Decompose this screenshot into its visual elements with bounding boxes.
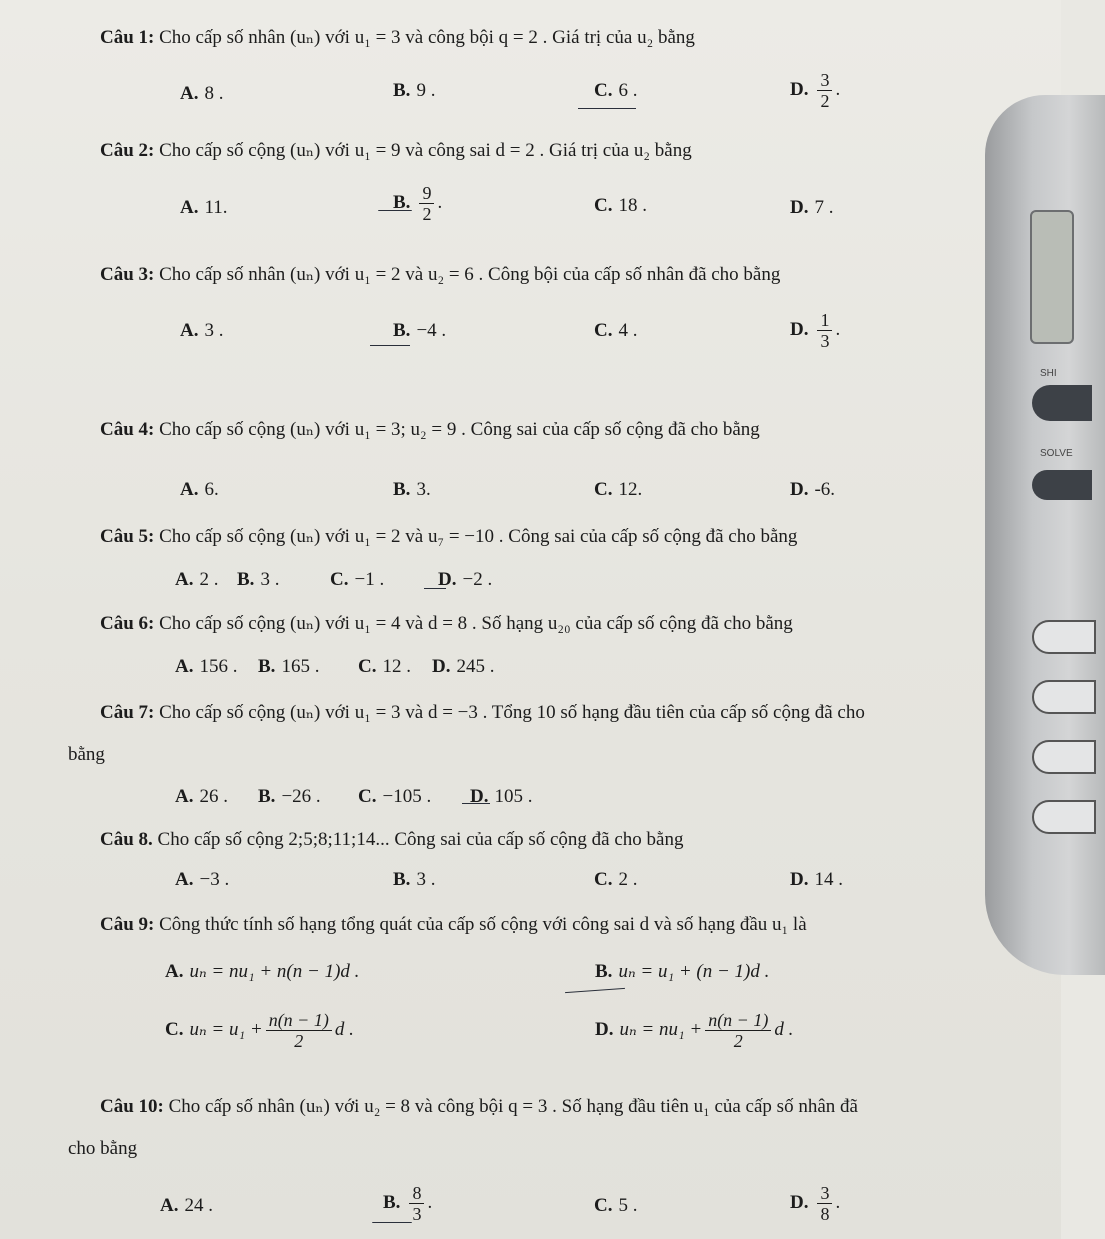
option-b: B. 3 . (393, 869, 436, 890)
question-7: Câu 7: Cho cấp số cộng (uₙ) với u₁ = 3 và d = −3 . Tổng 10 số hạng đầu tiên của cấp số cộng đã cho (100, 702, 865, 723)
calculator-key[interactable] (1032, 740, 1096, 774)
option-c: C. 6 . (594, 80, 638, 101)
question-9: Câu 9: Công thức tính số hạng tổng quát của cấp số cộng với công sai d và số hạng đầu u₁ là (100, 914, 807, 935)
question-10: Câu 10: Cho cấp số nhân (uₙ) với u₂ = 8 và công bội q = 3 . Số hạng đầu tiên u₁ của cấp số nhân đã (100, 1096, 858, 1117)
option-b: B. 165 . (258, 656, 320, 677)
option-a: A. 156 . (175, 656, 238, 677)
pen-mark (578, 108, 636, 109)
question-1 (100, 26, 695, 50)
option-c: C. −105 . (358, 786, 432, 807)
pen-mark (462, 803, 490, 804)
calculator-key[interactable] (1032, 620, 1096, 654)
option-c: C. −1 . (330, 569, 385, 590)
pen-mark (370, 345, 410, 346)
option-d: D. $\frac{3}{8}$ . (790, 1183, 841, 1224)
option-d: D. $\frac{3}{2}$ . (790, 70, 841, 111)
question-5: Câu 5: Cho cấp số cộng (uₙ) với u₁ = 2 và u₇ = −10 . Công sai của cấp số cộng đã cho bằng (100, 526, 798, 547)
option-d: D. uₙ = nu₁ + $\frac{n(n - 1)}{2}$ d . (595, 1010, 794, 1051)
option-a: A. 2 . (175, 569, 219, 590)
option-d: D. 14 . (790, 869, 843, 890)
option-d: D. -6. (790, 479, 836, 500)
question-4: Câu 4: Cho cấp số cộng (uₙ) với u₁ = 3; u₂ = 9 . Công sai của cấp số cộng đã cho bằng (100, 419, 760, 440)
question-8: Câu 8. Cho cấp số cộng 2;5;8;11;14... Công sai của cấp số cộng đã cho bằng (100, 829, 684, 850)
option-b: B. $\frac{9}{2}$ . (393, 183, 443, 224)
option-c: C. 5 . (594, 1195, 638, 1216)
option-d: D. 245 . (432, 656, 495, 677)
option-a: A. −3 . (175, 869, 230, 890)
option-a: A. 8 . (180, 83, 224, 104)
option-b: B. $\frac{8}{3}$ . (383, 1183, 433, 1224)
question-text: Cho cấp số nhân (uₙ) với u₁ = 3 và công bội q = 2 . Giá trị của u₂ bằng (159, 27, 695, 48)
question-3: Câu 3: Cho cấp số nhân (uₙ) với u₁ = 2 và u₂ = 6 . Công bội của cấp số nhân đã cho bằng (100, 264, 781, 285)
option-c: C. 12 . (358, 656, 411, 677)
pen-mark (378, 210, 412, 211)
question-6: Câu 6: Cho cấp số cộng (uₙ) với u₁ = 4 và d = 8 . Số hạng u₂₀ của cấp số cộng đã cho bằng (100, 613, 793, 634)
calculator-key[interactable] (1032, 470, 1092, 500)
option-b: B. uₙ = u₁ + (n − 1)d . (595, 961, 770, 982)
calculator-shift-key[interactable] (1032, 385, 1092, 421)
option-d: D. 7 . (790, 197, 834, 218)
question-label: Câu 1: (100, 27, 155, 48)
question-10-continuation: cho bằng (68, 1138, 138, 1159)
option-c: C. uₙ = u₁ + $\frac{n(n - 1)}{2}$ d . (165, 1010, 354, 1051)
calculator-brand: SHI (1040, 368, 1057, 379)
option-d: D. $\frac{1}{3}$ . (790, 310, 841, 351)
option-b: B. 3 . (237, 569, 280, 590)
option-a: A. 6. (180, 479, 219, 500)
option-d: D. 105 . (470, 786, 533, 807)
option-c: C. 12. (594, 479, 643, 500)
calculator-key[interactable] (1032, 680, 1096, 714)
question-2: Câu 2: Cho cấp số cộng (uₙ) với u₁ = 9 và công sai d = 2 . Giá trị của u₂ bằng (100, 140, 692, 161)
option-a: A. 26 . (175, 786, 228, 807)
pen-mark (372, 1222, 412, 1223)
calculator-key[interactable] (1032, 800, 1096, 834)
option-a: A. 24 . (160, 1195, 213, 1216)
calculator-screen (1030, 210, 1074, 344)
option-c: C. 18 . (594, 195, 647, 216)
option-d: D. −2 . (438, 569, 493, 590)
option-a: A. 3 . (180, 320, 224, 341)
calculator-solve-label: SOLVE (1040, 448, 1073, 459)
option-b: B. −4 . (393, 320, 447, 341)
option-b: B. 3. (393, 479, 431, 500)
option-c: C. 4 . (594, 320, 638, 341)
pen-mark (424, 588, 446, 589)
option-b: B. −26 . (258, 786, 321, 807)
option-a: A. uₙ = nu₁ + n(n − 1)d . (165, 961, 360, 982)
option-c: C. 2 . (594, 869, 638, 890)
option-b: B. 9 . (393, 80, 436, 101)
option-a: A. 11. (180, 197, 228, 218)
question-7-continuation: bằng (68, 744, 105, 765)
